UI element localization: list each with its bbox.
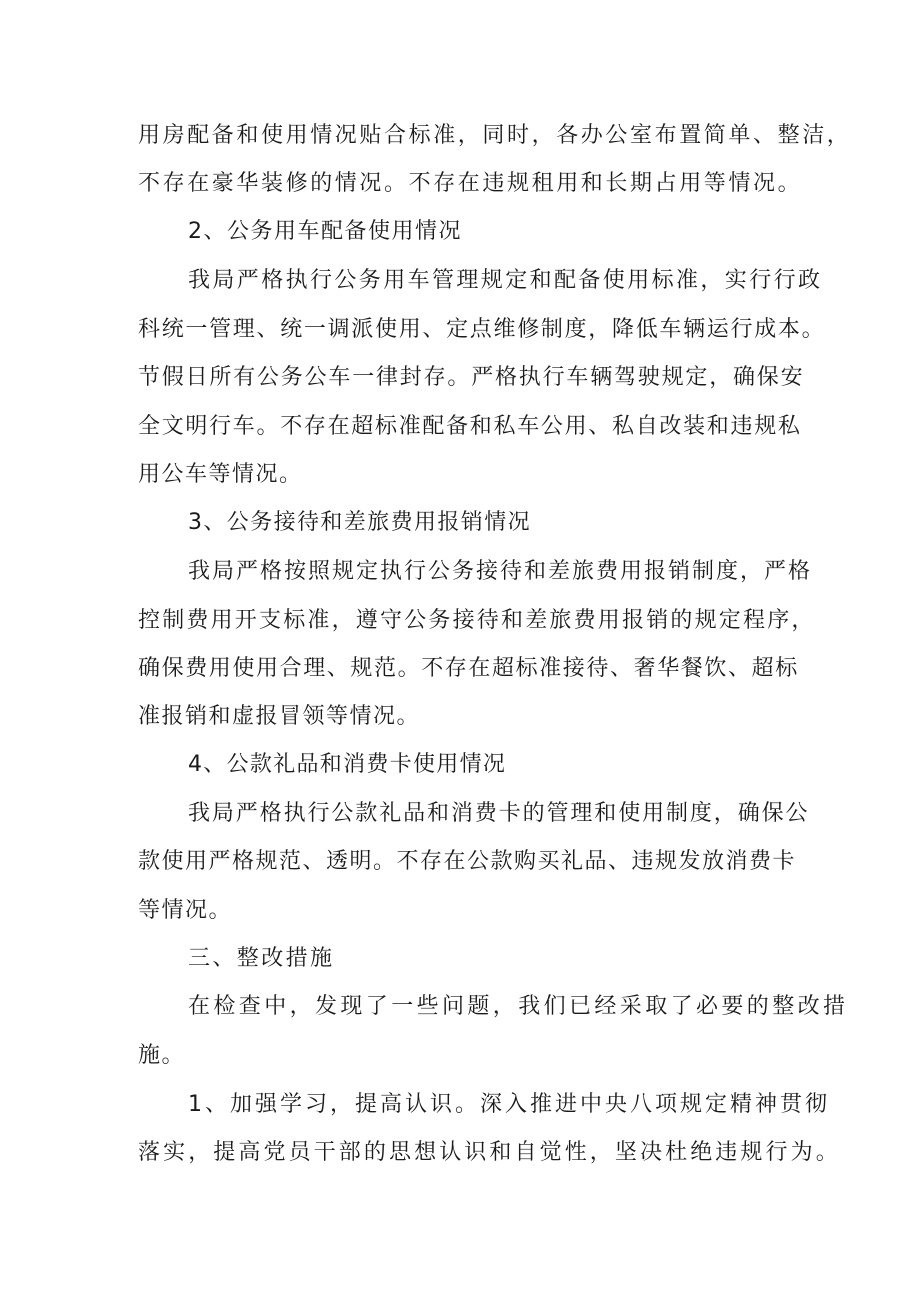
section-heading: 三、整改措施 [188, 946, 335, 971]
text-line: 科统一管理、统一调派使用、定点维修制度，降低车辆运行成本。 [138, 317, 826, 342]
text-line: 节假日所有公务公车一律封存。严格执行车辆驾驶规定，确保安 [138, 365, 805, 390]
text-line: 款使用严格规范、透明。不存在公款购买礼品、违规发放消费卡 [138, 849, 797, 874]
text-line: 用房配备和使用情况贴合标准，同时，各办公室布置简单、整洁， [138, 123, 852, 148]
text-line: 我局严格执行公务用车管理规定和配备使用标准，实行行政 [188, 268, 823, 293]
text-line: 施。 [138, 1043, 186, 1068]
text-line: 用公车等情况。 [138, 462, 303, 487]
text-line: 我局严格按照规定执行公务接待和差旅费用报销制度，严格 [188, 559, 813, 584]
text-line: 我局严格执行公款礼品和消费卡的管理和使用制度，确保公 [188, 801, 810, 826]
text-line: 落实，提高党员干部的思想认识和自觉性，坚决杜绝违规行为。 [138, 1140, 841, 1165]
text-line: 在检查中，发现了一些问题，我们已经采取了必要的整改措 [188, 994, 849, 1019]
text-line: 不存在豪华装修的情况。不存在违规租用和长期占用等情况。 [138, 171, 803, 196]
text-line: 准报销和虚报冒领等情况。 [138, 704, 421, 729]
text-line: 等情况。 [138, 898, 233, 923]
text-line: 确保费用使用合理、规范。不存在超标准接待、奢华餐饮、超标 [138, 656, 799, 681]
text-line: 全文明行车。不存在超标准配备和私车公用、私自改装和违规私 [138, 414, 802, 439]
text-line: 控制费用开支标准，遵守公务接待和差旅费用报销的规定程序， [138, 608, 816, 633]
text-line: 1、加强学习，提高认识。深入推进中央八项规定精神贯彻 [188, 1092, 830, 1117]
section-heading: 2、公务用车配备使用情况 [188, 219, 462, 244]
section-heading: 3、公务接待和差旅费用报销情况 [188, 510, 531, 535]
section-heading: 4、公款礼品和消费卡使用情况 [188, 752, 507, 777]
